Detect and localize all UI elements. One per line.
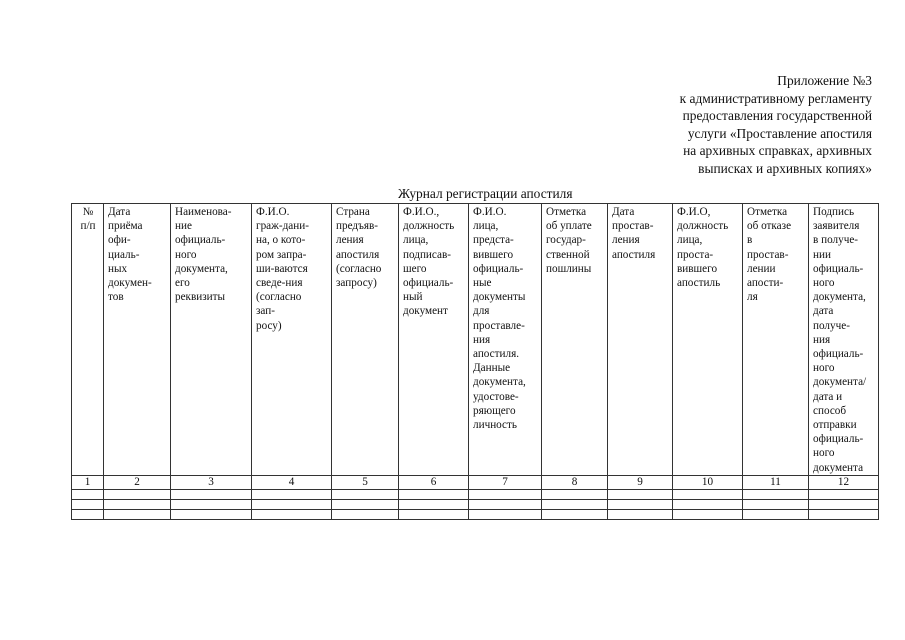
empty-cell: [542, 499, 608, 509]
empty-cell: [399, 499, 469, 509]
annex-line-6: выписках и архивных копиях»: [698, 160, 872, 176]
empty-cell: [72, 499, 104, 509]
header-cell-applicant: Ф.И.О. лица, предста- вившего официаль- ные документы для проставле- ния апостиля. Данные документа, удостове- ряющего личность: [469, 204, 542, 476]
empty-cell: [332, 499, 399, 509]
empty-cell: [252, 499, 332, 509]
column-number: 5: [332, 475, 399, 489]
empty-cell: [171, 509, 252, 519]
column-number: 3: [171, 475, 252, 489]
empty-cell: [673, 499, 743, 509]
header-cell-refusal-mark: Отметка об отказе в простав- лении апости- ля: [743, 204, 809, 476]
empty-cell: [332, 489, 399, 499]
empty-cell: [104, 509, 171, 519]
empty-cell: [673, 509, 743, 519]
empty-cell: [608, 489, 673, 499]
column-number: 8: [542, 475, 608, 489]
annex-line-2: к административному регламенту: [679, 90, 872, 106]
column-number: 11: [743, 475, 809, 489]
header-cell-country: Страна предъяв- ления апостиля (согласно запросу): [332, 204, 399, 476]
annex-line-5: на архивных справках, архивных: [683, 143, 872, 159]
header-row: [72, 204, 879, 476]
empty-cell: [399, 509, 469, 519]
empty-cell: [104, 489, 171, 499]
empty-cell: [332, 509, 399, 519]
header-cell-fee-mark: Отметка об уплате государ- ственной пошлины: [542, 204, 608, 476]
header-cell-signatory: Ф.И.О., должность лица, подписав- шего официаль- ный документ: [399, 204, 469, 476]
column-number: 6: [399, 475, 469, 489]
empty-cell: [252, 489, 332, 499]
column-number: 1: [72, 475, 104, 489]
empty-row: [72, 499, 879, 509]
empty-cell: [809, 509, 879, 519]
empty-cell: [171, 489, 252, 499]
column-number: 9: [608, 475, 673, 489]
annex-line-4: услуги «Проставление апостиля: [687, 125, 872, 141]
empty-cell: [399, 489, 469, 499]
empty-row: [72, 509, 879, 519]
column-number-row: [72, 475, 879, 489]
empty-cell: [469, 489, 542, 499]
journal-table: [71, 203, 879, 520]
empty-cell: [542, 509, 608, 519]
header-cell-date-received: Дата приёма офи- циаль- ных докумен- тов: [104, 204, 171, 476]
header-cell-citizen-name: Ф.И.О. граж-дани- на, о кото- ром запра- ши-ваются сведе-ния (согласно зап- росу): [252, 204, 332, 476]
empty-cell: [608, 509, 673, 519]
empty-cell: [72, 489, 104, 499]
empty-cell: [743, 489, 809, 499]
empty-cell: [469, 499, 542, 509]
column-number: 10: [673, 475, 743, 489]
annex-header: [680, 72, 872, 178]
annex-line-3: предоставления государственной: [682, 108, 872, 124]
empty-cell: [743, 499, 809, 509]
header-cell-number: № п/п: [72, 204, 104, 476]
column-number: 4: [252, 475, 332, 489]
column-number: 7: [469, 475, 542, 489]
column-number: 2: [104, 475, 171, 489]
journal-title: Журнал регистрации апостиля: [398, 186, 573, 201]
empty-cell: [809, 499, 879, 509]
empty-cell: [809, 489, 879, 499]
empty-cell: [252, 509, 332, 519]
empty-cell: [171, 499, 252, 509]
empty-cell: [608, 499, 673, 509]
annex-line-1: Приложение №3: [777, 73, 872, 88]
empty-cell: [743, 509, 809, 519]
empty-row: [72, 489, 879, 499]
empty-cell: [469, 509, 542, 519]
empty-cell: [104, 499, 171, 509]
empty-cell: [673, 489, 743, 499]
header-cell-applicant-signature: Подпись заявителя в получе- нии официаль- ного документа, дата получе- ния официаль- ного документа/ дата и способ отправки официаль- ного документа: [809, 204, 879, 476]
empty-cell: [72, 509, 104, 519]
header-cell-document-name: Наименова- ние официаль- ного документа, его реквизиты: [171, 204, 252, 476]
column-number: 12: [809, 475, 879, 489]
header-cell-apostille-date: Дата простав- ления апостиля: [608, 204, 673, 476]
empty-cell: [542, 489, 608, 499]
header-cell-apostille-official: Ф.И.О, должность лица, проста- вившего апостиль: [673, 204, 743, 476]
